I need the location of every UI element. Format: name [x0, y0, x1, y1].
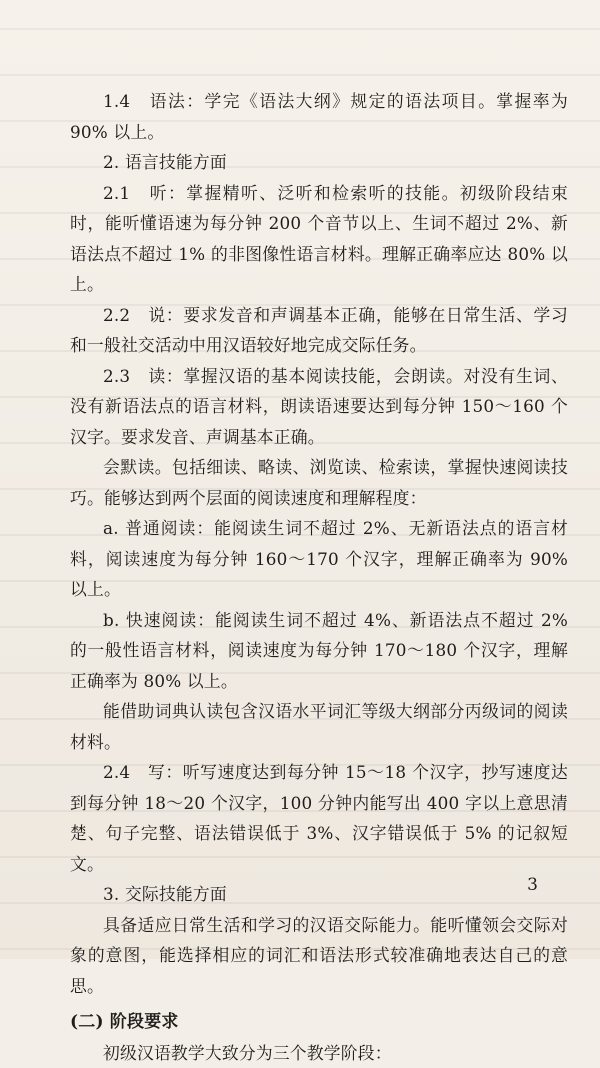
paragraph-fast-reading: b. 快速阅读：能阅读生词不超过 4%、新语法点不超过 2% 的一般性语言材料，阅读速度为每分钟 170～180 个汉字，理解正确率为 80% 以上。	[70, 605, 568, 697]
paragraph-grammar: 1.4 语法：学完《语法大纲》规定的语法项目。掌握率为 90% 以上。	[70, 86, 568, 147]
heading-communication-skills: 3. 交际技能方面	[70, 879, 568, 910]
body-text	[70, 86, 568, 1068]
paragraph-three-stages: 初级汉语教学大致分为三个教学阶段：	[70, 1038, 568, 1068]
paragraph-listening: 2.1 听：掌握精听、泛听和检索听的技能。初级阶段结束时，能听懂语速为每分钟 200 个音节以上、生词不超过 2%、新语法点不超过 1% 的非图像性语言材料。理解正确率应达 80% 以上。	[70, 178, 568, 300]
paragraph-dictionary-reading: 能借助词典认读包含汉语水平词汇等级大纲部分丙级词的阅读材料。	[70, 696, 568, 757]
section-heading-stage-requirements: (二) 阶段要求	[70, 1007, 568, 1038]
paragraph-communication: 具备适应日常生活和学习的汉语交际能力。能听懂领会交际对象的意图，能选择相应的词汇和语法形式较准确地表达自己的意思。	[70, 910, 568, 1002]
paragraph-silent-reading: 会默读。包括细读、略读、浏览读、检索读，掌握快速阅读技巧。能够达到两个层面的阅读速度和理解程度：	[70, 452, 568, 513]
paragraph-speaking: 2.2 说：要求发音和声调基本正确，能够在日常生活、学习和一般社交活动中用汉语较好地完成交际任务。	[70, 300, 568, 361]
heading-language-skills: 2. 语言技能方面	[70, 147, 568, 178]
paragraph-reading: 2.3 读：掌握汉语的基本阅读技能，会朗读。对没有生词、没有新语法点的语言材料，朗读语速要达到每分钟 150～160 个汉字。要求发音、声调基本正确。	[70, 361, 568, 453]
page-number: 3	[527, 875, 538, 895]
paragraph-normal-reading: a. 普通阅读：能阅读生词不超过 2%、无新语法点的语言材料，阅读速度为每分钟 160～170 个汉字，理解正确率为 90% 以上。	[70, 513, 568, 605]
paragraph-writing: 2.4 写：听写速度达到每分钟 15～18 个汉字，抄写速度达到每分钟 18～20 个汉字，100 分钟内能写出 400 字以上意思清楚、句子完整、语法错误低于 3%、汉字错误低于 5% 的记叙短文。	[70, 757, 568, 879]
